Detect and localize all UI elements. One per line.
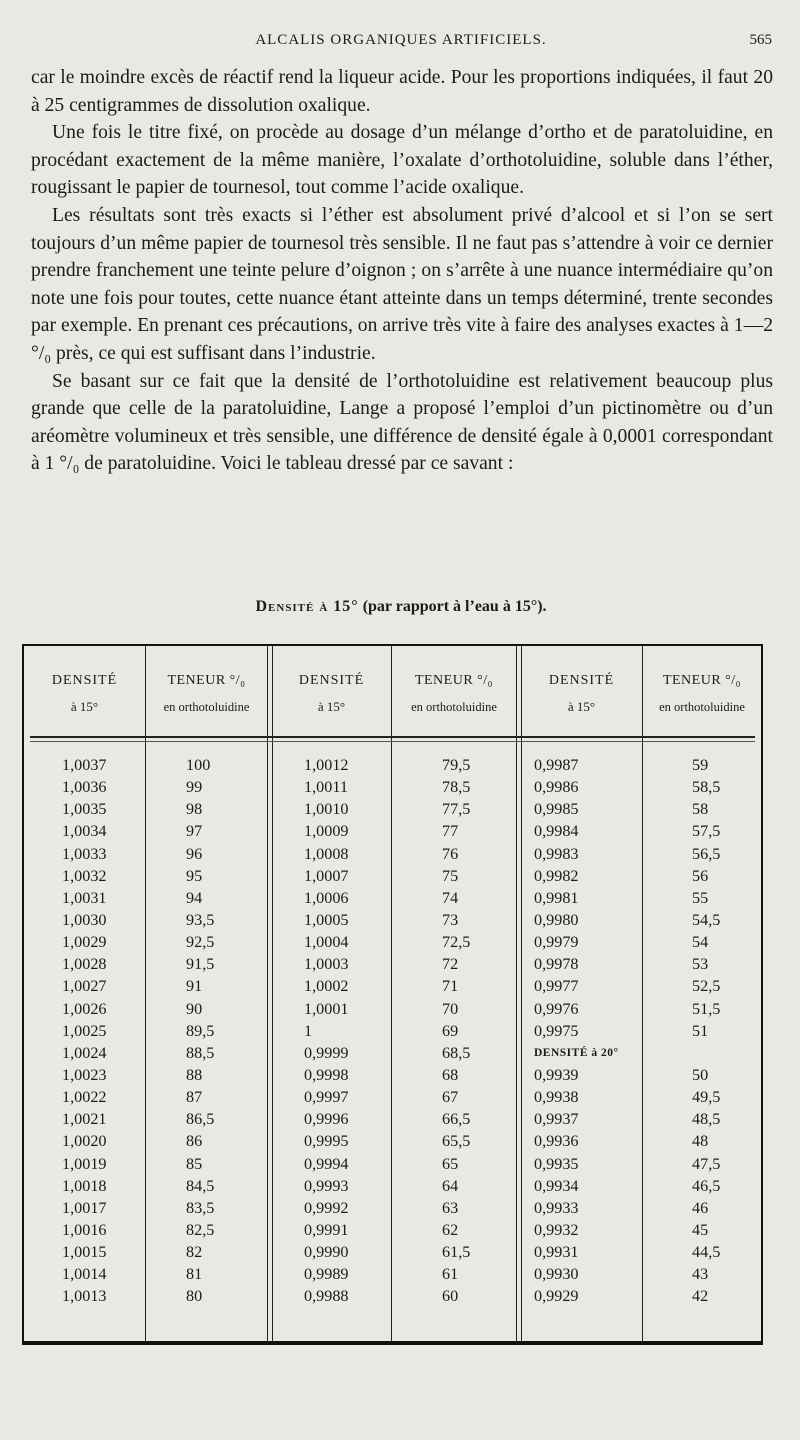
table-cell: 44,5 — [692, 1243, 721, 1262]
table-cell: 1,0011 — [304, 778, 348, 797]
table-cell: 1,0017 — [62, 1198, 107, 1217]
table-cell: 73 — [442, 910, 459, 929]
table-cell: 62 — [442, 1220, 459, 1239]
table-cell: 0,9985 — [534, 800, 579, 819]
table-cell: 1,0037 — [62, 756, 107, 774]
caption-rest: (par rapport à l’eau à 15°). — [358, 598, 547, 615]
table-cell: 68 — [442, 1065, 459, 1084]
table-cell: 1,0013 — [62, 1287, 107, 1306]
table-cell: 48 — [692, 1132, 709, 1151]
table-cell: 1,0032 — [62, 866, 107, 885]
table-cell: 1,0004 — [304, 933, 349, 952]
body-text — [31, 64, 773, 478]
table-cell: 86 — [186, 1132, 203, 1151]
table-column-density-3 — [534, 754, 619, 1308]
table-cell: 56 — [692, 866, 709, 885]
table-cell: 58 — [692, 800, 709, 819]
table-cell: 0,9929 — [534, 1287, 579, 1306]
table-cell: 1 — [304, 1021, 313, 1040]
table-cell: 0,9932 — [534, 1220, 579, 1239]
table-cell: 50 — [692, 1065, 709, 1084]
table-cell: 1,0015 — [62, 1243, 107, 1262]
table-cell: 60 — [442, 1287, 459, 1306]
table-cell: 81 — [186, 1265, 203, 1284]
table-cell: 55 — [692, 888, 709, 907]
table-cell: 0,9930 — [534, 1265, 579, 1284]
table-cell: 75 — [442, 866, 459, 885]
table-cell: 65,5 — [442, 1132, 471, 1151]
table-cell: 0,9939 — [534, 1065, 579, 1084]
paragraph: car le moindre excès de réactif rend la liqueur acide. Pour les proportions indiquées, il faut 20 à 25 centigrammes de dissolution oxalique. — [31, 67, 773, 116]
table-cell: 94 — [186, 888, 203, 907]
table-cell: 0,9991 — [304, 1220, 349, 1239]
table-cell: 1,0026 — [62, 999, 107, 1018]
table-cell: 1,0035 — [62, 800, 107, 819]
table-cell: 1,0008 — [304, 844, 349, 863]
table-cell: 1,0012 — [304, 756, 349, 774]
table-cell: 89,5 — [186, 1021, 215, 1040]
table-cell: 85 — [186, 1154, 203, 1173]
table-cell: 0,9980 — [534, 910, 579, 929]
table-cell: 1,0022 — [62, 1088, 107, 1107]
table-cell: 0,9992 — [304, 1198, 349, 1217]
table-cell: 57,5 — [692, 822, 721, 841]
table-cell: 86,5 — [186, 1110, 215, 1129]
table-cell: 65 — [442, 1154, 459, 1173]
table-cell: 98 — [186, 800, 203, 819]
table-cell: 69 — [442, 1021, 459, 1040]
paragraph: Les résultats sont très exacts si l’éther est absolument privé d’alcool et si l’on se sert toujours d’un même papier de tournesol très sensible. Il ne faut pas s’attendre à voir ce dernier prendre franchement une teinte pelure d’oignon ; on s’arrête à une nuance intermédiaire qu’on note une fois pour toutes, cette nuance étant atteinte dans un temps déterminé, trente secondes par exemple. En prenant ces précautions, on arrive très vite à faire des analyses exactes à 1—2 °/₀ près, ce qui est suffisant dans l’industrie. — [31, 204, 773, 364]
column-header-density: DENSITÉ à 15° — [51, 673, 118, 714]
table-column-teneur-2 — [442, 754, 470, 1308]
column-header-density: DENSITÉ à 15° — [298, 673, 365, 714]
table-cell: 72,5 — [442, 933, 471, 952]
table-cell: 88,5 — [186, 1043, 215, 1062]
table-cell: 1,0023 — [62, 1065, 107, 1084]
table-cell: 1,0002 — [304, 977, 349, 996]
table-cell: 1,0018 — [62, 1176, 107, 1195]
table-cell: 0,9981 — [534, 888, 579, 907]
table-cell: 51 — [692, 1021, 709, 1040]
table-cell — [692, 1042, 720, 1064]
table-cell: 1,0006 — [304, 888, 349, 907]
column-header-teneur: TENEUR °/₀ en orthotoluidine — [411, 673, 497, 714]
table-column-density-1 — [62, 754, 107, 1308]
table-cell: 0,9989 — [304, 1265, 349, 1284]
table-cell: 1,0007 — [304, 866, 349, 885]
table-cell: 47,5 — [692, 1154, 721, 1173]
table-cell: 1,0001 — [304, 999, 349, 1018]
table-cell: 59 — [692, 756, 709, 774]
table-cell: 1,0029 — [62, 933, 107, 952]
table-cell: 54,5 — [692, 910, 721, 929]
header-rule — [30, 736, 755, 738]
table-column-density-2 — [304, 754, 349, 1308]
table-cell: 0,9975 — [534, 1021, 579, 1040]
table-cell: 1,0019 — [62, 1154, 107, 1173]
table-cell: 58,5 — [692, 778, 721, 797]
table-cell: DENSITÉ à 20° — [534, 1046, 619, 1059]
table-cell: 67 — [442, 1088, 459, 1107]
table-cell: 0,9935 — [534, 1154, 579, 1173]
table-cell: 0,9996 — [304, 1110, 349, 1129]
column-header-teneur: TENEUR °/₀ en orthotoluidine — [163, 673, 250, 714]
table-cell: 99 — [186, 778, 203, 797]
table-cell: 0,9983 — [534, 844, 579, 863]
caption-lead: Densité à 15° — [255, 598, 359, 615]
table-cell: 1,0036 — [62, 778, 107, 797]
table-cell: 52,5 — [692, 977, 721, 996]
table-cell: 1,0034 — [62, 822, 107, 841]
table-cell: 1,0003 — [304, 955, 349, 974]
table-cell: 1,0027 — [62, 977, 107, 996]
table-cell: 0,9937 — [534, 1110, 579, 1129]
table-cell: 84,5 — [186, 1176, 215, 1195]
table-cell: 95 — [186, 866, 203, 885]
table-cell: 97 — [186, 822, 203, 841]
table-cell: 93,5 — [186, 910, 215, 929]
table-cell: 1,0016 — [62, 1220, 107, 1239]
table-cell: 96 — [186, 844, 203, 863]
column-rule-double — [516, 646, 522, 1341]
table-cell: 100 — [186, 756, 211, 774]
table-cell: 0,9998 — [304, 1065, 349, 1084]
table-cell: 88 — [186, 1065, 203, 1084]
table-cell: 0,9982 — [534, 866, 579, 885]
table-cell: 90 — [186, 999, 203, 1018]
column-rule — [642, 646, 643, 1341]
table-cell: 1,0010 — [304, 800, 349, 819]
table-cell: 76 — [442, 844, 459, 863]
table-cell: 54 — [692, 933, 709, 952]
paragraph: Se basant sur ce fait que la densité de l’orthotoluidine est relativement beaucoup plus grande que celle de la paratoluidine, Lange a proposé l’emploi d’un pictinomètre ou d’un aréomètre volumineux et très sensible, une différence de densité égale à 0,0001 correspondant à 1 °/₀ de paratoluidine. Voici le tableau dressé par ce savant : — [31, 370, 773, 475]
table-cell: 0,9997 — [304, 1088, 349, 1107]
table-cell: 0,9934 — [534, 1176, 579, 1195]
column-header-teneur: TENEUR °/₀ en orthotoluidine — [659, 673, 745, 714]
table-cell: 87 — [186, 1088, 203, 1107]
table-cell: 0,9990 — [304, 1243, 349, 1262]
running-title: ALCALIS ORGANIQUES ARTIFICIELS. — [255, 32, 547, 48]
table-column-teneur-3 — [692, 754, 720, 1308]
table-cell: 1,0009 — [304, 822, 349, 841]
table-cell: 0,9993 — [304, 1176, 349, 1195]
table-cell: 51,5 — [692, 999, 721, 1018]
table-cell: 1,0030 — [62, 910, 107, 929]
table-cell: 64 — [442, 1176, 459, 1195]
table-cell: 1,0024 — [62, 1043, 107, 1062]
table-cell: 79,5 — [442, 756, 471, 774]
table-cell: 46,5 — [692, 1176, 721, 1195]
table-cell: 82 — [186, 1243, 203, 1262]
table-cell: 0,9995 — [304, 1132, 349, 1151]
table-cell: 43 — [692, 1265, 709, 1284]
table-cell: 0,9938 — [534, 1088, 579, 1107]
table-cell: 0,9936 — [534, 1132, 579, 1151]
table-cell: 91,5 — [186, 955, 215, 974]
table-cell: 77 — [442, 822, 459, 841]
page-number: 565 — [749, 32, 772, 48]
table-cell: 71 — [442, 977, 459, 996]
table-cell: 1,0014 — [62, 1265, 107, 1284]
table-cell: 0,9933 — [534, 1198, 579, 1217]
table-cell: 78,5 — [442, 778, 471, 797]
table-cell: 80 — [186, 1287, 203, 1306]
column-rule-double — [267, 646, 273, 1341]
table-cell: 1,0005 — [304, 910, 349, 929]
paragraph: Une fois le titre fixé, on procède au dosage d’un mélange d’ortho et de paratoluidine, en procédant exactement de la même manière, l’oxalate d’orthotoluidine, soluble dans l’éther, rougissant le papier de tournesol, tout comme l’acide oxalique. — [31, 122, 773, 199]
table-cell: 61 — [442, 1265, 459, 1284]
table-cell: 92,5 — [186, 933, 215, 952]
table-cell: 61,5 — [442, 1243, 471, 1262]
table-cell: 0,9986 — [534, 778, 579, 797]
table-cell: 77,5 — [442, 800, 471, 819]
table-cell: 1,0021 — [62, 1110, 107, 1129]
table-cell: 1,0031 — [62, 888, 107, 907]
page-header — [30, 32, 772, 56]
table-cell: 0,9978 — [534, 955, 579, 974]
table-cell: 72 — [442, 955, 459, 974]
table-cell: 0,9976 — [534, 999, 579, 1018]
table-cell: 83,5 — [186, 1198, 215, 1217]
table-cell: 56,5 — [692, 844, 721, 863]
table-cell: 68,5 — [442, 1043, 471, 1062]
header-rule — [30, 741, 755, 742]
table-column-teneur-1 — [186, 754, 214, 1308]
table-cell: 46 — [692, 1198, 709, 1217]
table-cell: 1,0020 — [62, 1132, 107, 1151]
table-cell: 48,5 — [692, 1110, 721, 1129]
table-cell: 53 — [692, 955, 709, 974]
column-header-density: DENSITÉ à 15° — [548, 673, 615, 714]
table-cell: 91 — [186, 977, 203, 996]
table-caption — [30, 598, 772, 616]
table-cell: 1,0033 — [62, 844, 107, 863]
table-cell: 74 — [442, 888, 459, 907]
table-cell: 82,5 — [186, 1220, 215, 1239]
table-cell: 63 — [442, 1198, 459, 1217]
density-table — [22, 644, 763, 1345]
table-cell: 1,0028 — [62, 955, 107, 974]
table-cell: 1,0025 — [62, 1021, 107, 1040]
table-cell: 0,9977 — [534, 977, 579, 996]
table-cell: 0,9931 — [534, 1243, 579, 1262]
table-cell: 66,5 — [442, 1110, 471, 1129]
column-rule — [145, 646, 146, 1341]
table-cell: 0,9987 — [534, 756, 579, 774]
table-cell: 0,9999 — [304, 1043, 349, 1062]
table-cell: 45 — [692, 1220, 709, 1239]
table-cell: 0,9979 — [534, 933, 579, 952]
table-cell: 42 — [692, 1287, 709, 1306]
table-cell: 0,9984 — [534, 822, 579, 841]
column-rule — [391, 646, 392, 1341]
table-cell: 70 — [442, 999, 459, 1018]
table-cell: 0,9994 — [304, 1154, 349, 1173]
table-cell: 0,9988 — [304, 1287, 349, 1306]
table-cell: 49,5 — [692, 1088, 721, 1107]
